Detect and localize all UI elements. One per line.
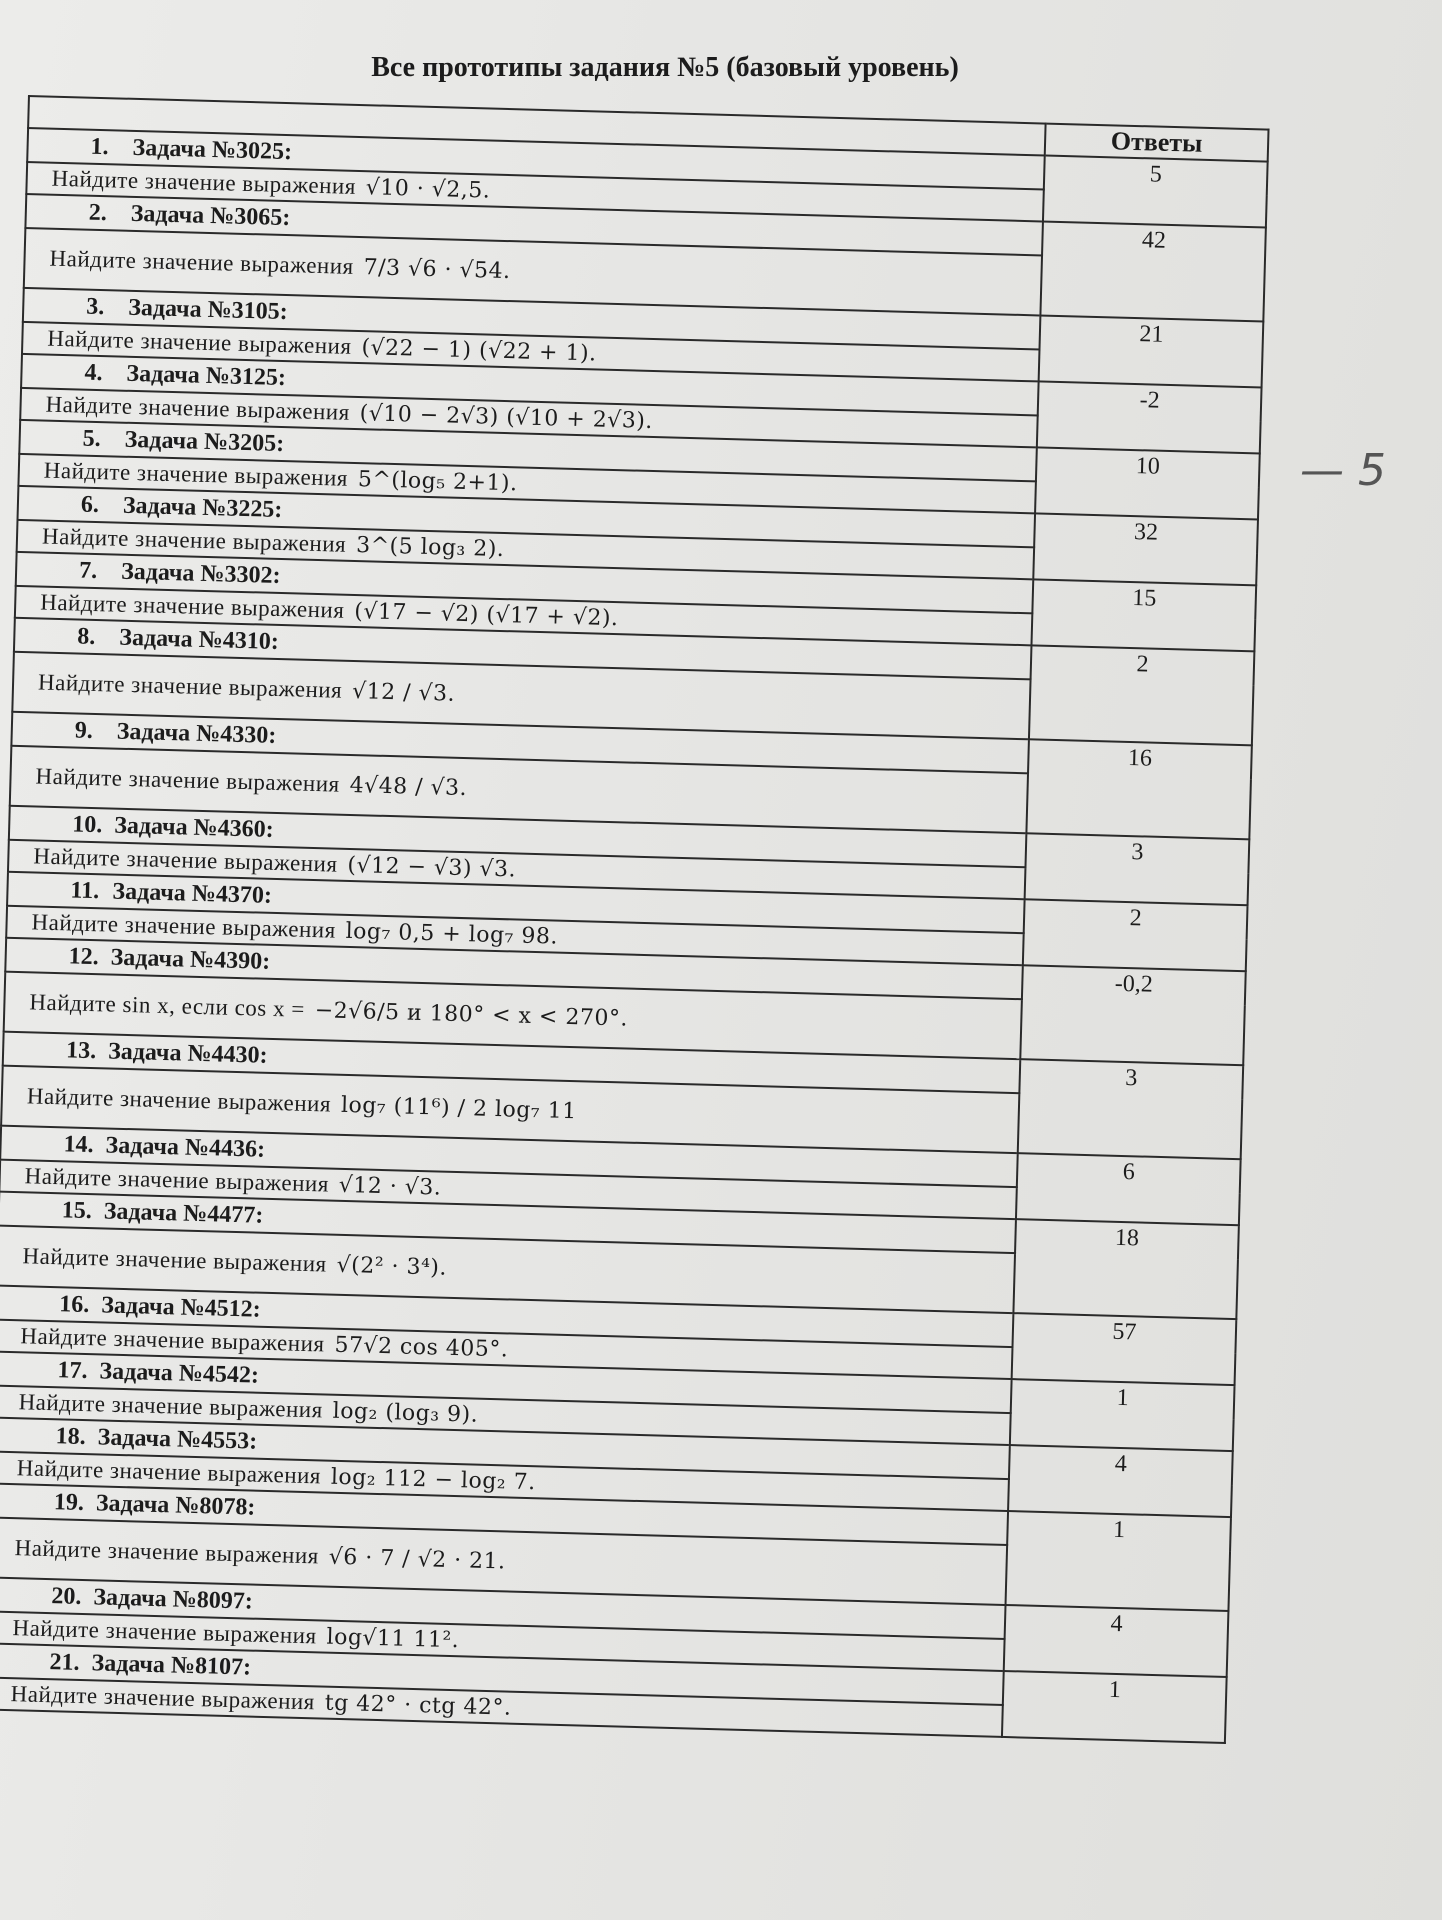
task-number: 17. [57, 1356, 88, 1384]
task-label: Задача №4512: [100, 1291, 262, 1323]
task-answer: 4 [1008, 1445, 1233, 1517]
math-expression: log₂ (log₃ 9). [332, 1398, 479, 1428]
task-label: Задача №3025: [132, 134, 293, 165]
task-rows [0, 128, 1268, 1743]
task-number: 4. [84, 359, 103, 386]
task-label: Задача №8078: [95, 1489, 256, 1521]
statement-text: Найдите значение выражения [51, 165, 357, 199]
page-title: Все прототипы задания №5 (базовый уровень) [371, 52, 959, 83]
task-answer: -0,2 [1020, 965, 1245, 1065]
math-expression: log₂ 112 − log₂ 7. [330, 1464, 536, 1496]
task-number: 9. [74, 717, 94, 744]
statement-text: Найдите значение выражения [14, 1535, 320, 1569]
math-expression: 4√48 / √3. [349, 772, 468, 802]
task-answer: 6 [1016, 1153, 1241, 1225]
task-number: 19. [53, 1488, 85, 1516]
task-label: Задача №4370: [112, 878, 273, 909]
math-expression: √(2² · 3⁴). [336, 1252, 448, 1281]
task-answer: 18 [1013, 1219, 1238, 1319]
task-answer: -2 [1037, 381, 1262, 453]
task-number: 6. [80, 491, 100, 518]
task-label: Задача №4553: [97, 1423, 258, 1455]
statement-text: Найдите значение выражения [49, 245, 355, 279]
task-answer: 15 [1031, 579, 1256, 651]
task-label: Задача №3065: [130, 200, 291, 231]
task-label: Задача №3225: [122, 492, 283, 523]
math-expression: (√17 − √2) (√17 + √2). [354, 599, 619, 632]
math-expression: √12 · √3. [338, 1172, 442, 1201]
task-label: Задача №3125: [126, 360, 287, 391]
task-number: 10. [71, 810, 103, 838]
task-label: Задача №4360: [113, 812, 275, 843]
task-number: 8. [77, 623, 96, 650]
task-number: 16. [58, 1290, 90, 1318]
task-number: 5. [82, 425, 102, 452]
task-label: Задача №4390: [110, 944, 271, 975]
handwritten-note: — 5 [1300, 445, 1386, 496]
task-answer: 1 [1002, 1671, 1227, 1743]
task-label: Задача №3105: [127, 294, 289, 325]
task-answer: 16 [1026, 739, 1251, 839]
statement-text: Найдите значение выражения [31, 909, 337, 943]
math-expression: log√11 11². [326, 1624, 460, 1654]
task-number: 3. [85, 293, 105, 320]
task-label: Задача №8097: [93, 1583, 254, 1615]
math-expression: tg 42° · ctg 42°. [324, 1690, 512, 1721]
task-answer: 1 [1010, 1379, 1235, 1451]
task-number: 2. [88, 199, 108, 226]
task-label: Задача №4436: [105, 1131, 266, 1163]
math-expression: √12 / √3. [351, 678, 456, 707]
statement-text: Найдите значение выражения [35, 763, 341, 797]
task-label: Задача №4310: [119, 624, 280, 655]
math-expression: 57√2 cos 405°. [334, 1332, 509, 1363]
task-label: Задача №3302: [120, 558, 281, 589]
answers-column-header: Ответы [1045, 124, 1269, 162]
math-expression: 5^(log₅ 2+1). [357, 467, 518, 497]
task-answer: 4 [1004, 1605, 1229, 1677]
math-expression: log₇ (11⁶) / 2 log₇ 11 [340, 1092, 577, 1125]
statement-text: Найдите значение выражения [47, 325, 352, 359]
task-answer: 3 [1018, 1059, 1243, 1159]
statement-text: Найдите sin x, если cos x = [29, 989, 306, 1022]
statement-text: Найдите значение выражения [18, 1389, 324, 1423]
task-number: 1. [90, 133, 109, 160]
math-expression: (√12 − √3) √3. [347, 852, 517, 883]
answer-table-container [0, 95, 1268, 1744]
task-number: 18. [55, 1422, 87, 1450]
task-label: Задача №8107: [91, 1649, 252, 1681]
task-number: 15. [61, 1196, 93, 1224]
statement-text: Найдите значение выражения [39, 589, 345, 623]
task-number: 21. [49, 1648, 80, 1676]
statement-text: Найдите значение выражения [45, 391, 351, 425]
math-expression: (√10 − 2√3) (√10 + 2√3). [359, 401, 654, 435]
task-number: 13. [65, 1036, 97, 1064]
task-answer: 21 [1039, 315, 1264, 387]
task-answer: 2 [1029, 645, 1254, 745]
statement-text: Найдите значение выражения [16, 1455, 322, 1489]
task-answer: 1 [1006, 1511, 1231, 1611]
statement-text: Найдите значение выражения [10, 1681, 316, 1715]
task-number: 14. [63, 1130, 94, 1158]
statement-text: Найдите значение выражения [43, 457, 349, 491]
task-answer: 5 [1043, 156, 1268, 228]
task-number: 11. [70, 876, 100, 904]
task-answer: 10 [1035, 447, 1260, 519]
task-answer: 42 [1040, 221, 1265, 321]
statement-text: Найдите значение выражения [24, 1163, 330, 1197]
statement-text: Найдите значение выражения [37, 669, 343, 703]
math-expression: −2√6/5 и 180° < x < 270°. [314, 998, 629, 1032]
statement-text: Найдите значение выражения [22, 1243, 328, 1277]
task-label: Задача №4430: [107, 1038, 268, 1069]
math-expression: √6 · 7 / √2 · 21. [328, 1544, 506, 1575]
task-label: Задача №4542: [99, 1357, 260, 1389]
statement-text: Найдите значение выражения [12, 1615, 317, 1649]
math-expression: √10 · √2,5. [365, 175, 491, 204]
statement-text: Найдите значение выражения [33, 843, 338, 877]
task-answer: 32 [1033, 513, 1258, 585]
math-expression: (√22 − 1) (√22 + 1). [361, 335, 597, 367]
tasks-table [0, 95, 1270, 1744]
task-label: Задача №3205: [124, 426, 285, 457]
math-expression: 7/3 √6 · √54. [363, 255, 511, 285]
task-number: 12. [68, 942, 100, 970]
task-number: 20. [51, 1582, 82, 1610]
task-answer: 3 [1025, 833, 1250, 905]
task-label: Задача №4477: [103, 1197, 264, 1229]
math-expression: 3^(5 log₃ 2). [355, 533, 505, 563]
math-expression: log₇ 0,5 + log₇ 98. [345, 918, 559, 950]
statement-text: Найдите значение выражения [20, 1323, 325, 1357]
statement-text: Найдите значение выражения [26, 1083, 332, 1117]
task-answer: 57 [1012, 1313, 1237, 1385]
statement-text: Найдите значение выражения [41, 523, 347, 557]
task-number: 7. [78, 557, 98, 584]
task-answer: 2 [1023, 899, 1248, 971]
task-label: Задача №4330: [116, 718, 277, 749]
